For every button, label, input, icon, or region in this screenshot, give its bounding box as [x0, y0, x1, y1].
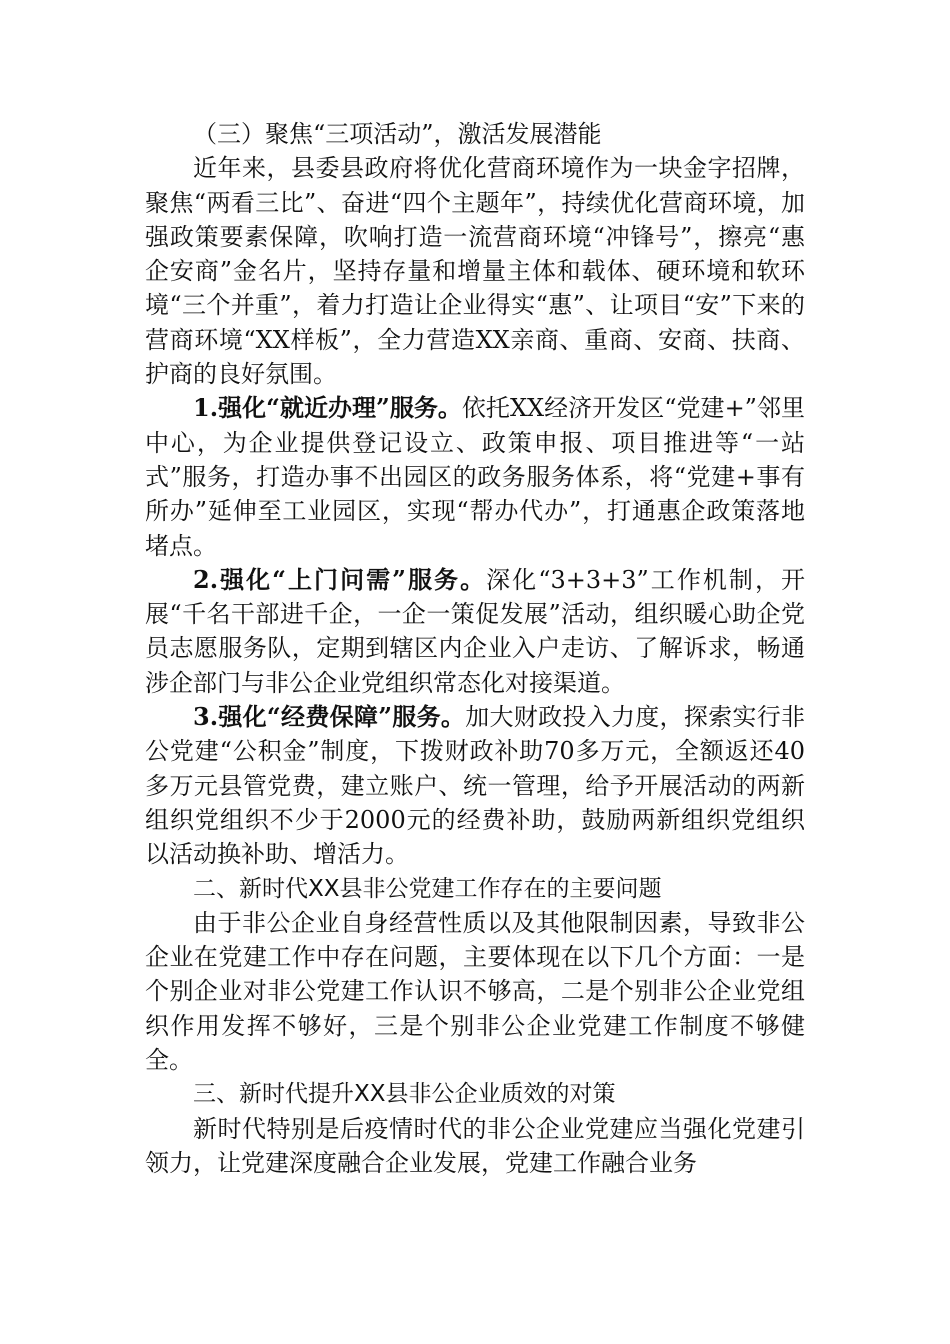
- item-3-lead: 3.强化“经费保障”服务。: [193, 702, 466, 732]
- item-1-paragraph: [145, 391, 805, 562]
- item-2-body: 深化“3+3+3”工作机制，开展“千名干部进千企，一企一策促发展”活动，组织暖心助企党员志愿服务队，定期到辖区内企业入户走访、了解诉求，畅通涉企部门与非公企业党组织常态化对接渠道。: [145, 565, 805, 697]
- section-3-heading: 三、新时代提升XX县非公企业质效的对策: [193, 1081, 616, 1108]
- item-3-body: 加大财政投入力度，探索实行非公党建“公积金”制度，下拨财政补助70多万元，全额返还40多万元县管党费，建立账户、统一管理，给予开展活动的两新组织党组织不少于2000元的经费补助，鼓励两新组织党组织以活动换补助、增活力。: [145, 703, 805, 869]
- section-3-paragraph: 新时代特别是后疫情时代的非公企业党建应当强化党建引领力，让党建深度融合企业发展，党建工作融合业务: [145, 1114, 805, 1177]
- item-1-body: 依托XX经济开发区“党建+”邻里中心，为企业提供登记设立、政策申报、项目推进等“一站式”服务，打造办事不出园区的政务服务体系，将“党建+事有所办”延伸至工业园区，实现“帮办代办”，打通惠企政策落地堵点。: [145, 394, 805, 560]
- item-3-paragraph: [145, 700, 805, 871]
- section-2-paragraph: 由于非公企业自身经营性质以及其他限制因素，导致非公企业在党建工作中存在问题，主要体现在以下几个方面：一是个别企业对非公党建工作认识不够高，二是个别非公企业党组织作用发挥不够好，三是个别非公企业党建工作制度不够健全。: [145, 908, 805, 1075]
- item-2-paragraph: [145, 563, 805, 700]
- subsection-heading: （三）聚焦“三项活动”，激活发展潜能: [193, 120, 602, 148]
- document-body: [145, 117, 805, 1180]
- item-2-lead: 2.强化“上门问需”服务。: [193, 564, 487, 594]
- intro-paragraph: 近年来，县委县政府将优化营商环境作为一块金字招牌，聚焦“两看三比”、奋进“四个主题年”，持续优化营商环境，加强政策要素保障，吹响打造一流营商环境“冲锋号”，擦亮“惠企安商”金名片，坚持存量和增量主体和载体、硬环境和软环境“三个并重”，着力打造让企业得实“惠”、让项目“安”下来的营商环境“XX样板”，全力营造XX亲商、重商、安商、扶商、护商的良好氛围。: [145, 154, 805, 389]
- section-2-heading: 二、新时代XX县非公党建工作存在的主要问题: [193, 875, 662, 902]
- item-1-lead: 1.强化“就近办理”服务。: [193, 393, 462, 423]
